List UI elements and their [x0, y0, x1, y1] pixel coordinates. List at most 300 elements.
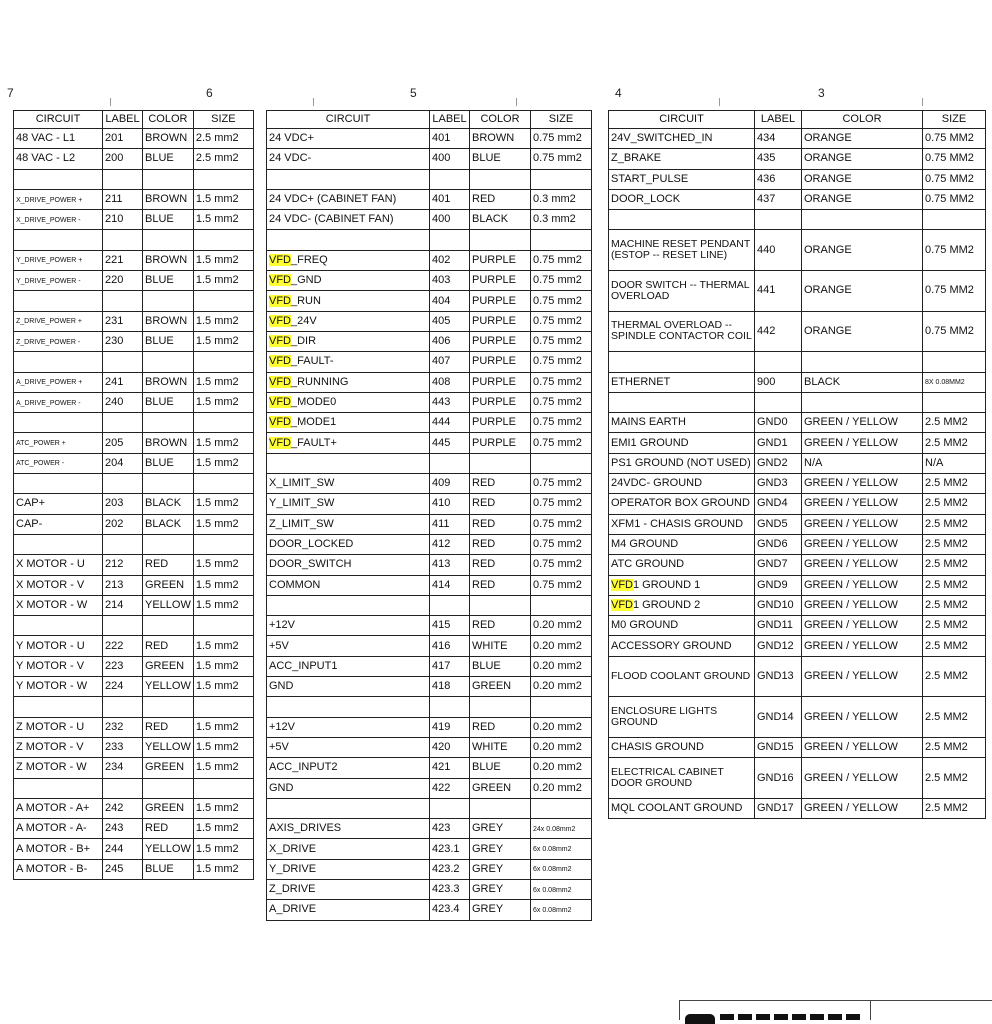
cell-color: [143, 250, 194, 270]
cell-circuit: [609, 595, 755, 615]
cell-color: [143, 514, 194, 534]
cell-color: [470, 291, 531, 311]
logo-lettering: [720, 1014, 860, 1020]
cell-label: [755, 616, 802, 636]
cell-size-text: 1.5 mm2: [195, 822, 239, 835]
cell-color-text: GREY: [472, 862, 504, 875]
cell-label-text: 417: [432, 659, 451, 672]
cell-size: [193, 839, 253, 859]
cell-label-text: 402: [432, 253, 451, 266]
cell-circuit: [609, 210, 755, 230]
cell-color-text: ORANGE: [804, 152, 852, 165]
table-row: [609, 534, 986, 554]
cell-label-text: 211: [105, 193, 123, 206]
vfd-highlight: VFD: [269, 375, 291, 388]
cell-label: [103, 230, 143, 250]
cell-circuit-text: FLOOD COOLANT GROUND: [611, 670, 751, 683]
cell-circuit-text: X_DRIVE: [269, 842, 317, 855]
cell-label: [755, 129, 802, 149]
cell-circuit-text: Z MOTOR - V: [16, 741, 84, 754]
cell-label: [103, 311, 143, 331]
cell-size: [923, 474, 986, 494]
cell-circuit: [267, 900, 430, 920]
table-row: [609, 758, 986, 799]
cell-color-text: GREEN / YELLOW: [804, 639, 898, 652]
cell-circuit: [609, 636, 755, 656]
cell-color: [143, 169, 194, 189]
cell-circuit-text: 24V_SWITCHED_IN: [611, 132, 713, 145]
cell-color-text: RED: [472, 558, 496, 571]
cell-label-text: 423.4: [432, 903, 460, 916]
cell-size: [531, 392, 592, 412]
cell-label-text: 423.1: [432, 842, 460, 855]
cell-label: [755, 474, 802, 494]
cell-label-text: 415: [432, 619, 451, 632]
cell-size-text: 0.20 mm2: [533, 639, 582, 652]
cell-label-text: 233: [105, 741, 124, 754]
cell-color-text: GREEN / YELLOW: [804, 477, 898, 490]
cell-circuit: [609, 352, 755, 372]
cell-size: [193, 534, 253, 554]
table-header-row: [14, 111, 254, 129]
table-row: [267, 129, 592, 149]
cell-size: [531, 189, 592, 209]
cell-size-text: 0.75 mm2: [533, 274, 582, 287]
cell-size: [923, 616, 986, 636]
cell-color: [143, 575, 194, 595]
cell-label-text: 440: [757, 243, 776, 256]
cell-label: [103, 392, 143, 412]
cell-size-text: 1.5 mm2: [195, 862, 239, 875]
cell-size-text: 1.5 mm2: [195, 456, 239, 469]
cell-size: [531, 575, 592, 595]
cell-color: [802, 656, 923, 697]
cell-size: [531, 616, 592, 636]
cell-color: [143, 129, 194, 149]
cell-color-text: GREEN: [145, 578, 185, 591]
table-row: [609, 372, 986, 392]
cell-label-text: 203: [105, 497, 124, 510]
cell-size: [193, 737, 253, 757]
table-row: [609, 169, 986, 189]
cell-color-text: GREEN: [145, 659, 185, 672]
cell-label-text: 224: [105, 680, 124, 693]
table-row: [14, 372, 254, 392]
cell-label: [755, 210, 802, 230]
cell-circuit-text: A_DRIVE: [269, 903, 317, 916]
cell-label: [755, 494, 802, 514]
cell-size-text: 0.75 mm2: [533, 477, 582, 490]
cell-label: [103, 210, 143, 230]
cell-circuit-text: Y_DRIVE: [269, 862, 317, 875]
cell-label-text: 408: [432, 375, 451, 388]
cell-color: [470, 392, 531, 412]
cell-label: [755, 372, 802, 392]
zone-tick: [110, 98, 111, 106]
cell-circuit: [14, 575, 103, 595]
cell-circuit-text: 48 VAC - L2: [16, 152, 76, 165]
cell-label-text: 205: [105, 436, 124, 449]
cell-size: [531, 352, 592, 372]
cell-color: [802, 616, 923, 636]
cell-size-text: 6x 0.08mm2: [533, 906, 572, 914]
cell-label: [755, 656, 802, 697]
cell-color-text: BROWN: [145, 314, 188, 327]
cell-color-text: BLUE: [145, 335, 174, 348]
circuit-suffix: 1 GROUND 2: [633, 598, 701, 611]
cell-label: [103, 534, 143, 554]
cell-label: [755, 555, 802, 575]
cell-circuit: [14, 697, 103, 717]
cell-color: [470, 534, 531, 554]
cell-label: [430, 737, 470, 757]
cell-size-text: 0.75 mm2: [533, 497, 582, 510]
cell-size-text: 0.75 mm2: [533, 416, 582, 429]
cell-label: [755, 392, 802, 412]
header-label: LABEL: [430, 111, 470, 129]
cell-label: [103, 149, 143, 169]
cell-color: [143, 819, 194, 839]
cell-label: [103, 677, 143, 697]
cell-color: [143, 758, 194, 778]
cell-color: [143, 595, 194, 615]
cell-size-text: 0.75 mm2: [533, 578, 582, 591]
cell-circuit: [267, 636, 430, 656]
cell-circuit: [267, 271, 430, 291]
cell-circuit: [609, 494, 755, 514]
cell-label-text: 444: [432, 416, 451, 429]
cell-color: [802, 737, 923, 757]
table-row: [267, 291, 592, 311]
cell-color: [143, 555, 194, 575]
cell-size-text: 0.75 mm2: [533, 335, 582, 348]
cell-label: [103, 250, 143, 270]
cell-label-text: GND13: [757, 670, 794, 683]
cell-color-text: GREY: [472, 842, 504, 855]
table-row: [267, 169, 592, 189]
cell-circuit: [267, 250, 430, 270]
cell-color: [470, 230, 531, 250]
cell-label: [103, 636, 143, 656]
cell-circuit-text: 24VDC- GROUND: [611, 477, 703, 490]
cell-circuit: [267, 474, 430, 494]
cell-circuit: [267, 758, 430, 778]
cell-size-text: 2.5 MM2: [925, 771, 968, 784]
cell-size: [193, 311, 253, 331]
cell-label-text: 441: [757, 284, 776, 297]
cell-color: [802, 433, 923, 453]
cell-circuit-text: CHASIS GROUND: [611, 741, 704, 754]
cell-color-text: PURPLE: [472, 375, 517, 388]
cell-circuit: [267, 129, 430, 149]
cell-label-text: 416: [432, 639, 451, 652]
cell-circuit-text: M0 GROUND: [611, 619, 679, 632]
table-row: [14, 352, 254, 372]
cell-size: [531, 798, 592, 818]
cell-size-text: 0.75 mm2: [533, 294, 582, 307]
table-row: [609, 433, 986, 453]
table-row: [609, 189, 986, 209]
cell-size-text: 1.5 mm2: [195, 598, 239, 611]
cell-label-text: 212: [105, 558, 124, 571]
cell-size: [531, 697, 592, 717]
cell-size-text: 2.5 mm2: [195, 132, 239, 145]
cell-label-text: 221: [105, 253, 124, 266]
cell-size-text: N/A: [925, 456, 944, 469]
cell-color-text: GREEN: [145, 761, 185, 774]
cell-size: [923, 494, 986, 514]
cell-label: [430, 331, 470, 351]
table-row: [14, 656, 254, 676]
cell-color-text: BLUE: [145, 456, 174, 469]
cell-label-text: GND10: [757, 598, 794, 611]
circuit-suffix: _MODE0: [291, 396, 337, 408]
cell-size-text: 1.5 mm2: [195, 253, 239, 266]
cell-circuit: [267, 677, 430, 697]
cell-color: [470, 453, 531, 473]
cell-size: [923, 798, 986, 818]
cell-label: [755, 534, 802, 554]
cell-size: [531, 250, 592, 270]
cell-circuit: [267, 169, 430, 189]
table-row: [267, 149, 592, 169]
header-label: LABEL: [103, 111, 143, 129]
cell-circuit: [609, 433, 755, 453]
cell-circuit-text: Y MOTOR - U: [16, 639, 85, 652]
cell-size: [193, 819, 253, 839]
cell-color: [802, 453, 923, 473]
cell-circuit: [267, 737, 430, 757]
circuit-suffix: _GND: [291, 274, 322, 287]
cell-circuit: [267, 595, 430, 615]
cell-circuit: [14, 210, 103, 230]
cell-color: [470, 636, 531, 656]
cell-size: [531, 494, 592, 514]
cell-color-text: BLACK: [145, 517, 182, 530]
cell-label-text: 443: [432, 396, 451, 408]
cell-label-text: 232: [105, 720, 124, 733]
cell-color: [143, 413, 194, 433]
table-row: [14, 616, 254, 636]
cell-size: [531, 413, 592, 433]
cell-color: [802, 392, 923, 412]
cell-color-text: ORANGE: [804, 324, 852, 337]
table-row: [14, 595, 254, 615]
cell-size: [531, 839, 592, 859]
cell-color: [470, 352, 531, 372]
cell-circuit: [267, 311, 430, 331]
cell-circuit-text: A_DRIVE_POWER -: [16, 399, 81, 407]
cell-color: [802, 474, 923, 494]
cell-color-text: RED: [472, 477, 496, 490]
cell-circuit-text: CAP-: [16, 517, 43, 530]
table-row: [14, 636, 254, 656]
cell-color: [470, 433, 531, 453]
table-row: [267, 189, 592, 209]
cell-color: [470, 758, 531, 778]
cell-label: [103, 575, 143, 595]
cell-circuit: [609, 372, 755, 392]
cell-circuit: [609, 413, 755, 433]
cell-size-text: 2.5 MM2: [925, 619, 968, 632]
cell-color: [802, 494, 923, 514]
cell-size: [923, 129, 986, 149]
cell-color: [470, 616, 531, 636]
cell-size-text: 2.5 MM2: [925, 497, 968, 510]
cell-circuit-text: START_PULSE: [611, 172, 689, 185]
cell-size-text: 1.5 mm2: [195, 213, 239, 226]
cell-label: [430, 697, 470, 717]
cell-size: [531, 717, 592, 737]
cell-label-text: GND5: [757, 517, 788, 530]
cell-label-text: 407: [432, 355, 451, 368]
cell-size: [923, 210, 986, 230]
table-row: [267, 595, 592, 615]
cell-label-text: GND11: [757, 619, 793, 632]
cell-color-text: YELLOW: [145, 680, 191, 693]
table-row: [609, 737, 986, 757]
zone-tick: [719, 98, 720, 106]
cell-label-text: 401: [432, 132, 451, 145]
table-row: [609, 514, 986, 534]
header-size: SIZE: [923, 111, 986, 129]
cell-size: [193, 798, 253, 818]
cell-label-text: 243: [105, 822, 124, 835]
circuit-suffix: _RUN: [291, 294, 321, 307]
cell-label: [755, 575, 802, 595]
table-row: [14, 392, 254, 412]
cell-label: [755, 453, 802, 473]
cell-label: [430, 494, 470, 514]
cell-color-text: PURPLE: [472, 396, 517, 408]
cell-size: [531, 331, 592, 351]
cell-circuit-text: Z MOTOR - W: [16, 761, 87, 774]
table-row: [267, 352, 592, 372]
cell-circuit: [14, 514, 103, 534]
cell-size: [923, 555, 986, 575]
table-row: [267, 900, 592, 920]
cell-label: [103, 616, 143, 636]
cell-size: [193, 677, 253, 697]
cell-size: [193, 494, 253, 514]
cell-size-text: 2.5 MM2: [925, 416, 968, 429]
cell-color-text: BLACK: [472, 213, 509, 226]
cell-color: [802, 758, 923, 799]
cell-circuit: [267, 453, 430, 473]
cell-label-text: 241: [105, 375, 124, 388]
cell-circuit-text: ELECTRICAL CABINET DOOR GROUND: [611, 766, 724, 789]
cell-color-text: RED: [472, 720, 496, 733]
cell-color-text: BLUE: [472, 152, 501, 165]
cell-color: [802, 311, 923, 352]
cell-circuit-text: ATC_POWER -: [16, 460, 65, 468]
cell-label: [430, 900, 470, 920]
cell-size: [531, 555, 592, 575]
header-size: SIZE: [193, 111, 253, 129]
cell-size-text: 1.5 mm2: [195, 497, 239, 510]
cell-label-text: 410: [432, 497, 451, 510]
cell-color: [802, 534, 923, 554]
cell-size: [531, 819, 592, 839]
cell-size: [531, 210, 592, 230]
cell-label: [430, 413, 470, 433]
cell-label-text: GND9: [757, 578, 788, 591]
cell-color: [802, 149, 923, 169]
table-row: [14, 129, 254, 149]
cell-size: [923, 311, 986, 352]
cell-size: [193, 149, 253, 169]
table-row: [267, 697, 592, 717]
cell-label: [430, 879, 470, 899]
cell-circuit: [14, 474, 103, 494]
table-row: [609, 230, 986, 271]
table-row: [267, 859, 592, 879]
cell-size: [923, 392, 986, 412]
cell-color-text: GREEN / YELLOW: [804, 558, 898, 571]
cell-label: [103, 474, 143, 494]
cell-label-text: 421: [432, 761, 451, 774]
cell-color: [143, 372, 194, 392]
cell-label-text: GND0: [757, 416, 788, 429]
table-row: [14, 819, 254, 839]
cell-color: [470, 311, 531, 331]
cell-label-text: 234: [105, 761, 124, 774]
cell-label: [430, 474, 470, 494]
zone-marker-6: 6: [206, 86, 213, 100]
cell-circuit-text: Z_LIMIT_SW: [269, 517, 334, 530]
cell-color-text: WHITE: [472, 639, 508, 652]
cell-label-text: GND12: [757, 639, 794, 652]
cell-color: [802, 189, 923, 209]
circuit-suffix: _FAULT+: [291, 436, 337, 449]
table-row: [14, 555, 254, 575]
table-row: [14, 737, 254, 757]
cell-size: [531, 879, 592, 899]
table-row: [609, 392, 986, 412]
cell-circuit: [609, 453, 755, 473]
vfd-highlight: VFD: [269, 335, 291, 348]
cell-circuit-text: X MOTOR - V: [16, 578, 85, 591]
cell-color: [802, 169, 923, 189]
cell-circuit: [14, 372, 103, 392]
cell-size-text: 0.75 mm2: [533, 558, 582, 571]
table-row: [14, 798, 254, 818]
cell-label-text: GND14: [757, 710, 794, 723]
cell-label-text: 436: [757, 172, 776, 185]
cell-color: [143, 189, 194, 209]
cell-label: [103, 271, 143, 291]
cell-circuit-text: DOOR_LOCK: [611, 193, 681, 206]
cell-color-text: GREY: [472, 883, 504, 896]
cell-size: [923, 352, 986, 372]
table-row: [267, 758, 592, 778]
cell-color: [143, 656, 194, 676]
cell-size: [193, 474, 253, 494]
cell-circuit: [14, 595, 103, 615]
cell-size-text: 8X 0.08MM2: [925, 379, 965, 387]
cell-circuit: [267, 839, 430, 859]
table-row: [14, 474, 254, 494]
cell-label-text: 204: [105, 456, 124, 469]
cell-size-text: 1.5 mm2: [195, 193, 239, 206]
cell-label: [430, 778, 470, 798]
cell-size-text: 1.5 mm2: [195, 659, 239, 672]
cell-label: [755, 758, 802, 799]
cell-circuit-text: Z_DRIVE_POWER -: [16, 338, 81, 346]
cell-size: [923, 595, 986, 615]
cell-size-text: 2.5 MM2: [925, 517, 968, 530]
cell-size-text: 6x 0.08mm2: [533, 846, 572, 854]
